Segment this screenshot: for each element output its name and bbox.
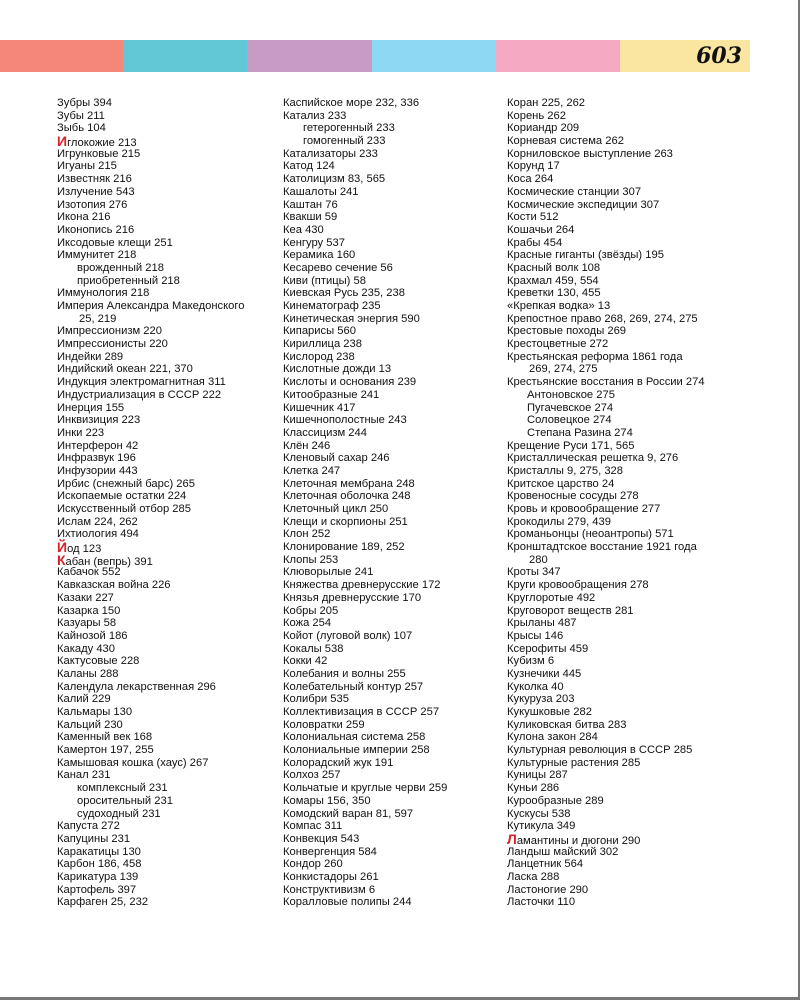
index-entry: Круги кровообращения 278	[507, 579, 649, 592]
index-entry: Кайнозой 186	[57, 629, 128, 642]
index-column-2	[283, 97, 447, 909]
color-bar-segment	[0, 40, 123, 72]
index-entry: Крабы 454	[507, 236, 563, 249]
index-entry: Крестьянская реформа 1861 года	[507, 350, 683, 363]
index-entry: Кукуруза 203	[507, 693, 575, 706]
index-column-1	[57, 97, 244, 909]
index-entry: Классицизм 244	[283, 426, 367, 439]
index-entry: Интерферон 42	[57, 439, 139, 452]
index-entry: Куньи 286	[507, 782, 560, 795]
index-subentry: Степана Разина 274	[527, 426, 633, 439]
index-entry: Космические станции 307	[507, 185, 642, 198]
index-entry: Канал 231	[57, 769, 111, 782]
index-entry: Кесарево сечение 56	[283, 261, 393, 274]
index-subentry: гомогенный 233	[303, 135, 386, 148]
index-subentry: комплексный 231	[77, 782, 168, 795]
index-entry: Зыбь 104	[57, 122, 106, 135]
index-entry: Кокалы 538	[283, 642, 344, 655]
index-entry: Кишечник 417	[283, 401, 356, 414]
index-subentry: приобретенный 218	[77, 274, 180, 287]
index-entry: Кориандр 209	[507, 122, 580, 135]
index-entry: Куликовская битва 283	[507, 718, 627, 731]
index-entry: Кислоты и основания 239	[283, 376, 417, 389]
index-entry: Крысы 146	[507, 629, 564, 642]
index-entry: Инфузории 443	[57, 464, 138, 477]
index-entry: Иммунитет 218	[57, 249, 137, 262]
index-entry: Колебания и волны 255	[283, 667, 406, 680]
index-entry: Кожа 254	[283, 617, 332, 630]
index-entry: Индустриализация в СССР 222	[57, 388, 222, 401]
index-entry: Крахмал 459, 554	[507, 274, 599, 287]
index-entry: Карикатура 139	[57, 870, 139, 883]
index-entry: Кутикула 349	[507, 820, 576, 833]
index-entry: Квакши 59	[283, 211, 338, 224]
index-entry: Крыланы 487	[507, 617, 577, 630]
index-entry: Катод 124	[283, 160, 335, 173]
index-entry: Кальций 230	[57, 718, 123, 731]
index-subentry: Пугачевское 274	[527, 401, 614, 414]
index-entry: Известняк 216	[57, 173, 132, 186]
index-entry: Кубизм 6	[507, 655, 555, 668]
index-entry: Казаки 227	[57, 591, 114, 604]
index-entry: Инерция 155	[57, 401, 125, 414]
index-entry: Инки 223	[57, 426, 105, 439]
index-entry: Клеточная оболочка 248	[283, 490, 411, 503]
index-entry: Кеа 430	[283, 223, 324, 236]
index-entry: Киви (птицы) 58	[283, 274, 366, 287]
index-entry: Катализаторы 233	[283, 147, 378, 160]
index-entry: Курообразные 289	[507, 794, 604, 807]
index-entry: Кобры 205	[283, 604, 339, 617]
index-entry: Каштан 76	[283, 198, 338, 211]
index-entry: Ксерофиты 459	[507, 642, 589, 655]
index-entry: Клетка 247	[283, 464, 341, 477]
section-initial-letter: Л	[507, 830, 517, 847]
index-entry: Критское царство 24	[507, 477, 615, 490]
index-entry: Коса 264	[507, 173, 554, 186]
index-entry: Крепостное право 268, 269, 274, 275	[507, 312, 698, 325]
index-entry: Китообразные 241	[283, 388, 380, 401]
index-entry: Ислам 224, 262	[57, 515, 138, 528]
index-entry: Ископаемые остатки 224	[57, 490, 187, 503]
index-entry: Колониальные империи 258	[283, 744, 430, 757]
index-entry: Кокки 42	[283, 655, 328, 668]
index-entry: Крестоцветные 272	[507, 338, 609, 351]
index-entry: Крокодилы 279, 439	[507, 515, 611, 528]
index-entry: Капуцины 231	[57, 832, 131, 845]
index-entry: Каланы 288	[57, 667, 119, 680]
index-entry: Креветки 130, 455	[507, 287, 601, 300]
index-entry: Ирбис (снежный барс) 265	[57, 477, 195, 490]
header-color-bar	[0, 40, 750, 72]
index-entry: Кузнечики 445	[507, 667, 582, 680]
index-entry: Ласточки 110	[507, 896, 576, 909]
index-entry: Колхоз 257	[283, 769, 341, 782]
index-entry: Кольчатые и круглые черви 259	[283, 782, 448, 795]
index-entry: Империя Александра Македонского	[57, 300, 245, 312]
index-entry: Койот (луговой волк) 107	[283, 629, 413, 642]
index-entry: Корниловское выступление 263	[507, 147, 673, 160]
page-number: 603	[696, 43, 742, 69]
index-entry: Коллективизация в СССР 257	[283, 706, 440, 718]
index-entry: Конкистадоры 261	[283, 870, 379, 883]
index-entry: Игуаны 215	[57, 160, 117, 173]
index-entry: Клюворылые 241	[283, 566, 374, 579]
index-entry: Казарка 150	[57, 604, 121, 617]
index-entry: Коралловые полипы 244	[283, 896, 412, 909]
index-entry: Кислород 238	[283, 350, 355, 363]
index-entry: Комодский варан 81, 597	[283, 807, 414, 820]
index-entry: Казуары 58	[57, 617, 117, 630]
index-entry: Катализ 233	[283, 109, 347, 122]
index-entry: Клонирование 189, 252	[283, 541, 405, 554]
index-entry: Кабан (вепрь) 391	[57, 551, 153, 568]
index-entry: Иммунология 218	[57, 287, 150, 300]
index-entry: Компас 311	[283, 820, 343, 833]
index-entry: Импрессионизм 220	[57, 325, 162, 338]
index-entry: Каракатицы 130	[57, 845, 141, 858]
index-entry: Колониальная система 258	[283, 731, 426, 744]
index-entry: Какаду 430	[57, 642, 115, 655]
index-entry: Князья древнерусские 170	[283, 591, 422, 604]
index-column-3	[507, 97, 705, 909]
index-entry-continuation: 280	[529, 553, 548, 566]
index-entry: Ихтиология 494	[57, 528, 139, 541]
index-entry: Клеточная мембрана 248	[283, 477, 415, 490]
index-entry: Иксодовые клещи 251	[57, 236, 173, 249]
index-entry: Кенгуру 537	[283, 236, 345, 249]
index-entry: Конструктивизм 6	[283, 883, 376, 896]
index-entry: Кронштадтское восстание 1921 года	[507, 541, 697, 554]
index-entry: Инфразвук 196	[57, 452, 136, 465]
index-entry: Культурные растения 285	[507, 756, 641, 769]
index-entry: Княжества древнерусские 172	[283, 579, 441, 592]
index-entry: Ланцетник 564	[507, 858, 584, 871]
index-entry: Капуста 272	[57, 820, 120, 833]
index-entry: Кальмары 130	[57, 706, 133, 718]
index-entry: Куколка 40	[507, 680, 564, 693]
index-entry: Клопы 253	[283, 553, 339, 566]
index-entry: Инквизиция 223	[57, 414, 141, 427]
index-entry: Кроты 347	[507, 566, 561, 579]
index-subentry: гетерогенный 233	[303, 122, 395, 135]
color-bar-segment	[123, 40, 247, 72]
index-entry: Кровеносные сосуды 278	[507, 490, 639, 503]
index-entry: Киевская Русь 235, 238	[283, 287, 405, 300]
color-bar-segment	[247, 40, 372, 72]
index-entry: Камышовая кошка (хаус) 267	[57, 756, 209, 769]
index-entry: Колорадский жук 191	[283, 756, 394, 769]
section-initial-letter: И	[57, 133, 68, 150]
index-entry: Кактусовые 228	[57, 655, 140, 668]
index-entry-continuation: 269, 274, 275	[529, 363, 598, 376]
index-subentry: врожденный 218	[77, 261, 164, 274]
index-subentry: Соловецкое 274	[527, 414, 612, 427]
index-entry: Кириллица 238	[283, 338, 362, 351]
index-entry: Клещи и скорпионы 251	[283, 515, 408, 528]
index-entry: Коран 225, 262	[507, 97, 586, 109]
index-entry: Конвергенция 584	[283, 845, 377, 858]
index-entry: Керамика 160	[283, 249, 356, 262]
index-entry: Каспийское море 232, 336	[283, 97, 420, 109]
index-entry: Коловратки 259	[283, 718, 365, 731]
index-entry: Клон 252	[283, 528, 331, 541]
index-entry: Клеточный цикл 250	[283, 503, 389, 515]
index-entry: Корунд 17	[507, 160, 560, 173]
index-entry: Излучение 543	[57, 185, 135, 198]
index-subentry: оросительный 231	[77, 794, 173, 807]
index-entry: Круглоротые 492	[507, 591, 596, 604]
index-entry: Кукушковые 282	[507, 706, 592, 718]
index-entry: Зубры 394	[57, 97, 112, 109]
index-entry: Кинетическая энергия 590	[283, 312, 420, 325]
index-entry: Католицизм 83, 565	[283, 173, 386, 186]
index-entry: Кислотные дожди 13	[283, 363, 392, 376]
index-entry: Индийский океан 221, 370	[57, 363, 193, 376]
index-entry: Калий 229	[57, 693, 111, 706]
index-entry: Кабачок 552	[57, 566, 121, 579]
index-entry: Кристаллы 9, 275, 328	[507, 464, 623, 477]
index-entry: Культурная революция в СССР 285	[507, 744, 693, 757]
index-entry: Кленовый сахар 246	[283, 452, 390, 465]
index-entry: Ласка 288	[507, 870, 560, 883]
index-entry: Корень 262	[507, 109, 566, 122]
index-entry: Ландыш майский 302	[507, 845, 619, 858]
index-entry: Клён 246	[283, 439, 331, 452]
index-entry: Круговорот веществ 281	[507, 604, 634, 617]
index-entry: Иконопись 216	[57, 223, 135, 236]
index-entry: Кондор 260	[283, 858, 343, 871]
index-entry: «Крепкая водка» 13	[507, 300, 611, 312]
index-entry: Кашалоты 241	[283, 185, 359, 198]
index-entry: Кровь и кровообращение 277	[507, 503, 661, 515]
section-initial-letter: Й	[57, 539, 68, 556]
index-entry: Колебательный контур 257	[283, 680, 424, 693]
index-entry: Камертон 197, 255	[57, 744, 154, 757]
index-entry: Зубы 211	[57, 109, 105, 122]
index-entry: Календула лекарственная 296	[57, 680, 216, 693]
index-entry: Индейки 289	[57, 350, 124, 363]
index-entry: Икона 216	[57, 211, 111, 224]
index-entry: Кошачьи 264	[507, 223, 575, 236]
index-entry: Красные гиганты (звёзды) 195	[507, 249, 664, 262]
section-initial-letter: К	[57, 551, 66, 568]
index-entry: Куницы 287	[507, 769, 568, 782]
index-entry: Кишечнополостные 243	[283, 414, 407, 427]
index-entry: Кулона закон 284	[507, 731, 598, 744]
index-subentry: судоходный 231	[77, 807, 161, 820]
index-entry: Картофель 397	[57, 883, 137, 896]
index-entry: Карфаген 25, 232	[57, 896, 149, 909]
index-entry: Кавказская война 226	[57, 579, 171, 592]
index-entry: Иглокожие 213	[57, 133, 137, 150]
index-entry: Конвекция 543	[283, 832, 360, 845]
index-entry: Карбон 186, 458	[57, 858, 142, 871]
index-entry: Каменный век 168	[57, 731, 153, 744]
index-entry: Индукция электромагнитная 311	[57, 376, 226, 389]
index-entry: Ластоногие 290	[507, 883, 589, 896]
index-entry: Колибри 535	[283, 693, 349, 706]
index-subentry: Антоновское 275	[527, 388, 615, 401]
index-entry: Изотопия 276	[57, 198, 128, 211]
index-entry: Крестовые походы 269	[507, 325, 627, 338]
index-entry: Корневая система 262	[507, 135, 624, 148]
index-entry: Импрессионисты 220	[57, 338, 168, 351]
index-entry: Кости 512	[507, 211, 559, 224]
index-entry: Йод 123	[57, 539, 102, 556]
color-bar-segment	[372, 40, 496, 72]
index-entry-continuation: 25, 219	[79, 312, 117, 325]
index-entry: Кускусы 538	[507, 807, 571, 820]
index-entry: Игрунковые 215	[57, 147, 141, 160]
index-entry: Красный волк 108	[507, 261, 601, 274]
index-entry: Кристаллическая решетка 9, 276	[507, 452, 679, 465]
index-entry: Ламантины и дюгони 290	[507, 830, 641, 847]
index-entry: Искусственный отбор 285	[57, 503, 191, 515]
index-entry: Крестьянские восстания в России 274	[507, 376, 705, 389]
index-entry: Кинематограф 235	[283, 300, 381, 312]
index-entry: Кипарисы 560	[283, 325, 356, 338]
index-entry: Кроманьонцы (неоантропы) 571	[507, 528, 674, 541]
index-entry: Комары 156, 350	[283, 794, 371, 807]
index-entry: Крещение Руси 171, 565	[507, 439, 635, 452]
color-bar-segment	[496, 40, 620, 72]
index-entry: Космические экспедиции 307	[507, 198, 660, 211]
